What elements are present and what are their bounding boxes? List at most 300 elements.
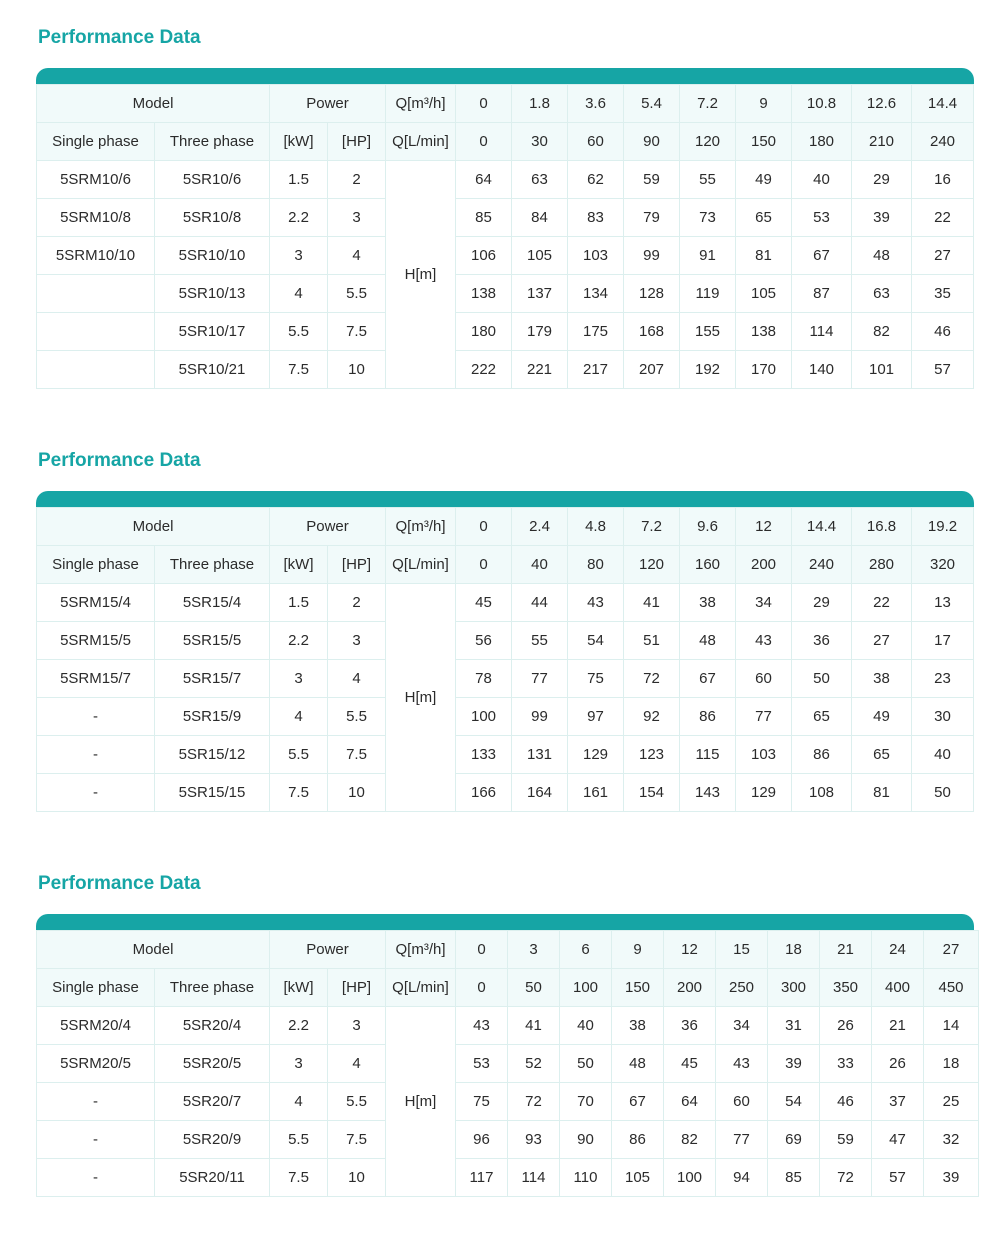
kw-value-cell: 4 (270, 275, 328, 313)
head-value-cell: 105 (736, 275, 792, 313)
head-value-cell: 40 (912, 736, 974, 774)
head-value-cell: 78 (456, 660, 512, 698)
head-value-cell: 128 (624, 275, 680, 313)
flow-lmin-header-cell: 120 (624, 546, 680, 584)
kw-header-cell: [kW] (270, 123, 328, 161)
head-value-cell: 38 (612, 1007, 664, 1045)
head-value-cell: 23 (912, 660, 974, 698)
head-value-cell: 115 (680, 736, 736, 774)
header-row (37, 85, 974, 123)
head-value-cell: 100 (456, 698, 512, 736)
head-value-cell: 75 (456, 1083, 508, 1121)
head-value-cell: 43 (736, 622, 792, 660)
head-value-cell: 34 (736, 584, 792, 622)
flow-m3h-header-cell: 14.4 (912, 85, 974, 123)
head-value-cell: 82 (852, 313, 912, 351)
head-value-cell: 85 (768, 1159, 820, 1197)
head-value-cell: 117 (456, 1159, 508, 1197)
kw-header-cell: [kW] (270, 969, 328, 1007)
single-phase-model-cell: 5SRM15/4 (37, 584, 155, 622)
hp-value-cell: 5.5 (328, 275, 386, 313)
hp-value-cell: 5.5 (328, 1083, 386, 1121)
kw-value-cell: 5.5 (270, 736, 328, 774)
head-value-cell: 134 (568, 275, 624, 313)
head-value-cell: 129 (736, 774, 792, 812)
hp-value-cell: 3 (328, 1007, 386, 1045)
flow-m3h-header-cell: 0 (456, 85, 512, 123)
head-value-cell: 36 (792, 622, 852, 660)
single-phase-model-cell: 5SRM10/10 (37, 237, 155, 275)
table-row (37, 584, 974, 622)
head-value-cell: 50 (560, 1045, 612, 1083)
single-phase-model-cell: - (37, 1159, 155, 1197)
flow-lmin-header-cell: 0 (456, 123, 512, 161)
subheader-row (37, 546, 974, 584)
head-value-cell: 52 (508, 1045, 560, 1083)
head-value-cell: 38 (680, 584, 736, 622)
header-bar (36, 914, 974, 930)
flow-m3h-header-cell: 5.4 (624, 85, 680, 123)
head-value-cell: 99 (512, 698, 568, 736)
header-row (37, 508, 974, 546)
head-value-cell: 35 (912, 275, 974, 313)
kw-value-cell: 1.5 (270, 161, 328, 199)
head-value-cell: 48 (852, 237, 912, 275)
head-value-cell: 105 (512, 237, 568, 275)
head-value-cell: 222 (456, 351, 512, 389)
head-value-cell: 133 (456, 736, 512, 774)
head-value-cell: 161 (568, 774, 624, 812)
head-value-cell: 29 (792, 584, 852, 622)
performance-table (36, 930, 979, 1197)
head-value-cell: 106 (456, 237, 512, 275)
single-phase-model-cell (37, 313, 155, 351)
flow-unit-header-cell: Q[m³/h] (386, 85, 456, 123)
head-value-cell: 14 (924, 1007, 979, 1045)
flow-m3h-header-cell: 12.6 (852, 85, 912, 123)
head-value-cell: 54 (568, 622, 624, 660)
hp-value-cell: 7.5 (328, 1121, 386, 1159)
table-row (37, 622, 974, 660)
head-value-cell: 93 (508, 1121, 560, 1159)
flow-unit-header-cell: Q[m³/h] (386, 931, 456, 969)
head-value-cell: 57 (872, 1159, 924, 1197)
flow-lmin-header-cell: 250 (716, 969, 768, 1007)
power-header-cell: Power (270, 931, 386, 969)
three-phase-model-cell: 5SR15/9 (155, 698, 270, 736)
head-value-cell: 22 (852, 584, 912, 622)
table-row (37, 275, 974, 313)
head-value-cell: 140 (792, 351, 852, 389)
head-label-cell: H[m] (386, 1007, 456, 1197)
hp-value-cell: 10 (328, 774, 386, 812)
head-value-cell: 49 (852, 698, 912, 736)
head-value-cell: 51 (624, 622, 680, 660)
single-phase-model-cell: 5SRM15/5 (37, 622, 155, 660)
head-value-cell: 217 (568, 351, 624, 389)
kw-value-cell: 2.2 (270, 1007, 328, 1045)
flow-lmin-unit-header-cell: Q[L/min] (386, 969, 456, 1007)
table-row (37, 1159, 979, 1197)
single-phase-model-cell: 5SRM20/4 (37, 1007, 155, 1045)
flow-m3h-header-cell: 9 (612, 931, 664, 969)
head-value-cell: 44 (512, 584, 568, 622)
kw-value-cell: 3 (270, 1045, 328, 1083)
single-phase-model-cell (37, 351, 155, 389)
head-value-cell: 79 (624, 199, 680, 237)
flow-lmin-header-cell: 240 (912, 123, 974, 161)
table-row (37, 1045, 979, 1083)
flow-lmin-header-cell: 150 (612, 969, 664, 1007)
head-value-cell: 101 (852, 351, 912, 389)
head-value-cell: 43 (716, 1045, 768, 1083)
flow-lmin-header-cell: 60 (568, 123, 624, 161)
head-value-cell: 86 (680, 698, 736, 736)
head-value-cell: 170 (736, 351, 792, 389)
three-phase-model-cell: 5SR10/17 (155, 313, 270, 351)
three-phase-model-cell: 5SR10/21 (155, 351, 270, 389)
three-phase-model-cell: 5SR20/7 (155, 1083, 270, 1121)
head-value-cell: 39 (852, 199, 912, 237)
flow-m3h-header-cell: 2.4 (512, 508, 568, 546)
flow-lmin-header-cell: 200 (736, 546, 792, 584)
head-value-cell: 72 (820, 1159, 872, 1197)
head-value-cell: 110 (560, 1159, 612, 1197)
head-value-cell: 40 (792, 161, 852, 199)
head-value-cell: 105 (612, 1159, 664, 1197)
section-title: Performance Data (38, 27, 201, 48)
head-value-cell: 94 (716, 1159, 768, 1197)
flow-lmin-header-cell: 150 (736, 123, 792, 161)
flow-m3h-header-cell: 0 (456, 508, 512, 546)
kw-value-cell: 7.5 (270, 774, 328, 812)
head-value-cell: 77 (512, 660, 568, 698)
head-value-cell: 17 (912, 622, 974, 660)
head-value-cell: 154 (624, 774, 680, 812)
kw-value-cell: 4 (270, 698, 328, 736)
flow-m3h-header-cell: 24 (872, 931, 924, 969)
head-value-cell: 103 (568, 237, 624, 275)
model-header-cell: Model (37, 85, 270, 123)
flow-m3h-header-cell: 21 (820, 931, 872, 969)
single-phase-model-cell (37, 275, 155, 313)
head-value-cell: 41 (508, 1007, 560, 1045)
head-value-cell: 46 (912, 313, 974, 351)
head-value-cell: 69 (768, 1121, 820, 1159)
head-value-cell: 47 (872, 1121, 924, 1159)
flow-m3h-header-cell: 15 (716, 931, 768, 969)
three-phase-header-cell: Three phase (155, 969, 270, 1007)
flow-lmin-header-cell: 200 (664, 969, 716, 1007)
hp-value-cell: 7.5 (328, 313, 386, 351)
head-value-cell: 67 (680, 660, 736, 698)
flow-lmin-header-cell: 350 (820, 969, 872, 1007)
hp-value-cell: 4 (328, 1045, 386, 1083)
hp-value-cell: 7.5 (328, 736, 386, 774)
head-value-cell: 48 (612, 1045, 664, 1083)
three-phase-header-cell: Three phase (155, 546, 270, 584)
hp-value-cell: 4 (328, 237, 386, 275)
head-value-cell: 179 (512, 313, 568, 351)
head-value-cell: 155 (680, 313, 736, 351)
head-value-cell: 37 (872, 1083, 924, 1121)
head-value-cell: 180 (456, 313, 512, 351)
head-value-cell: 39 (768, 1045, 820, 1083)
hp-value-cell: 3 (328, 199, 386, 237)
table-row (37, 161, 974, 199)
head-value-cell: 221 (512, 351, 568, 389)
kw-value-cell: 4 (270, 1083, 328, 1121)
head-value-cell: 53 (456, 1045, 508, 1083)
flow-m3h-header-cell: 3 (508, 931, 560, 969)
flow-m3h-header-cell: 7.2 (624, 508, 680, 546)
flow-lmin-header-cell: 450 (924, 969, 979, 1007)
flow-lmin-header-cell: 120 (680, 123, 736, 161)
head-value-cell: 62 (568, 161, 624, 199)
table-row (37, 660, 974, 698)
flow-lmin-header-cell: 0 (456, 969, 508, 1007)
three-phase-model-cell: 5SR20/5 (155, 1045, 270, 1083)
head-value-cell: 43 (456, 1007, 508, 1045)
performance-table (36, 84, 974, 389)
head-value-cell: 48 (680, 622, 736, 660)
single-phase-model-cell: - (37, 736, 155, 774)
head-value-cell: 49 (736, 161, 792, 199)
table-row (37, 698, 974, 736)
head-value-cell: 67 (612, 1083, 664, 1121)
head-value-cell: 87 (792, 275, 852, 313)
head-value-cell: 72 (508, 1083, 560, 1121)
three-phase-model-cell: 5SR20/11 (155, 1159, 270, 1197)
head-value-cell: 164 (512, 774, 568, 812)
power-header-cell: Power (270, 85, 386, 123)
head-value-cell: 129 (568, 736, 624, 774)
head-label-cell: H[m] (386, 584, 456, 812)
head-value-cell: 103 (736, 736, 792, 774)
head-value-cell: 53 (792, 199, 852, 237)
three-phase-header-cell: Three phase (155, 123, 270, 161)
head-value-cell: 33 (820, 1045, 872, 1083)
flow-m3h-header-cell: 12 (664, 931, 716, 969)
head-value-cell: 138 (736, 313, 792, 351)
head-value-cell: 86 (792, 736, 852, 774)
kw-value-cell: 5.5 (270, 313, 328, 351)
model-header-cell: Model (37, 931, 270, 969)
flow-lmin-header-cell: 160 (680, 546, 736, 584)
head-value-cell: 64 (456, 161, 512, 199)
three-phase-model-cell: 5SR20/9 (155, 1121, 270, 1159)
head-value-cell: 77 (716, 1121, 768, 1159)
head-value-cell: 59 (624, 161, 680, 199)
table-row (37, 199, 974, 237)
head-value-cell: 39 (924, 1159, 979, 1197)
head-value-cell: 54 (768, 1083, 820, 1121)
head-value-cell: 31 (768, 1007, 820, 1045)
hp-value-cell: 2 (328, 161, 386, 199)
single-phase-model-cell: 5SRM10/8 (37, 199, 155, 237)
header-bar (36, 491, 974, 507)
table-row (37, 736, 974, 774)
flow-lmin-unit-header-cell: Q[L/min] (386, 123, 456, 161)
head-value-cell: 99 (624, 237, 680, 275)
head-value-cell: 27 (852, 622, 912, 660)
flow-m3h-header-cell: 3.6 (568, 85, 624, 123)
head-value-cell: 30 (912, 698, 974, 736)
head-value-cell: 114 (792, 313, 852, 351)
head-value-cell: 41 (624, 584, 680, 622)
head-value-cell: 65 (852, 736, 912, 774)
head-value-cell: 114 (508, 1159, 560, 1197)
head-value-cell: 21 (872, 1007, 924, 1045)
head-value-cell: 85 (456, 199, 512, 237)
three-phase-model-cell: 5SR15/12 (155, 736, 270, 774)
single-phase-model-cell: 5SRM20/5 (37, 1045, 155, 1083)
header-bar (36, 68, 974, 84)
kw-value-cell: 7.5 (270, 1159, 328, 1197)
head-value-cell: 55 (680, 161, 736, 199)
flow-m3h-header-cell: 9.6 (680, 508, 736, 546)
head-value-cell: 25 (924, 1083, 979, 1121)
single-phase-model-cell: 5SRM10/6 (37, 161, 155, 199)
head-value-cell: 92 (624, 698, 680, 736)
flow-lmin-header-cell: 300 (768, 969, 820, 1007)
flow-lmin-header-cell: 90 (624, 123, 680, 161)
head-value-cell: 143 (680, 774, 736, 812)
head-value-cell: 63 (852, 275, 912, 313)
flow-m3h-header-cell: 4.8 (568, 508, 624, 546)
head-value-cell: 108 (792, 774, 852, 812)
flow-m3h-header-cell: 16.8 (852, 508, 912, 546)
head-value-cell: 137 (512, 275, 568, 313)
table-row (37, 1121, 979, 1159)
head-value-cell: 40 (560, 1007, 612, 1045)
hp-value-cell: 5.5 (328, 698, 386, 736)
head-value-cell: 119 (680, 275, 736, 313)
flow-lmin-header-cell: 50 (508, 969, 560, 1007)
head-value-cell: 96 (456, 1121, 508, 1159)
head-value-cell: 65 (736, 199, 792, 237)
head-value-cell: 168 (624, 313, 680, 351)
kw-value-cell: 2.2 (270, 622, 328, 660)
table-row (37, 351, 974, 389)
head-value-cell: 45 (456, 584, 512, 622)
section-title: Performance Data (38, 450, 201, 471)
head-value-cell: 90 (560, 1121, 612, 1159)
kw-value-cell: 5.5 (270, 1121, 328, 1159)
three-phase-model-cell: 5SR15/15 (155, 774, 270, 812)
head-value-cell: 84 (512, 199, 568, 237)
head-value-cell: 166 (456, 774, 512, 812)
table-row (37, 237, 974, 275)
head-value-cell: 13 (912, 584, 974, 622)
flow-lmin-header-cell: 0 (456, 546, 512, 584)
head-value-cell: 34 (716, 1007, 768, 1045)
head-value-cell: 63 (512, 161, 568, 199)
head-value-cell: 207 (624, 351, 680, 389)
hp-value-cell: 2 (328, 584, 386, 622)
hp-value-cell: 3 (328, 622, 386, 660)
head-value-cell: 67 (792, 237, 852, 275)
head-value-cell: 45 (664, 1045, 716, 1083)
kw-value-cell: 3 (270, 237, 328, 275)
hp-value-cell: 10 (328, 1159, 386, 1197)
head-value-cell: 192 (680, 351, 736, 389)
head-value-cell: 55 (512, 622, 568, 660)
head-value-cell: 26 (872, 1045, 924, 1083)
single-phase-header-cell: Single phase (37, 546, 155, 584)
head-value-cell: 97 (568, 698, 624, 736)
flow-lmin-header-cell: 100 (560, 969, 612, 1007)
head-value-cell: 123 (624, 736, 680, 774)
flow-unit-header-cell: Q[m³/h] (386, 508, 456, 546)
head-value-cell: 22 (912, 199, 974, 237)
flow-lmin-header-cell: 210 (852, 123, 912, 161)
head-value-cell: 86 (612, 1121, 664, 1159)
single-phase-model-cell: - (37, 1083, 155, 1121)
flow-m3h-header-cell: 1.8 (512, 85, 568, 123)
three-phase-model-cell: 5SR10/8 (155, 199, 270, 237)
flow-lmin-header-cell: 30 (512, 123, 568, 161)
flow-lmin-header-cell: 280 (852, 546, 912, 584)
section-title: Performance Data (38, 873, 201, 894)
flow-lmin-header-cell: 40 (512, 546, 568, 584)
head-value-cell: 100 (664, 1159, 716, 1197)
three-phase-model-cell: 5SR10/6 (155, 161, 270, 199)
header-row (37, 931, 979, 969)
kw-value-cell: 3 (270, 660, 328, 698)
head-value-cell: 27 (912, 237, 974, 275)
flow-lmin-unit-header-cell: Q[L/min] (386, 546, 456, 584)
kw-value-cell: 2.2 (270, 199, 328, 237)
flow-lmin-header-cell: 240 (792, 546, 852, 584)
three-phase-model-cell: 5SR10/13 (155, 275, 270, 313)
head-value-cell: 70 (560, 1083, 612, 1121)
head-value-cell: 91 (680, 237, 736, 275)
three-phase-model-cell: 5SR15/4 (155, 584, 270, 622)
head-value-cell: 36 (664, 1007, 716, 1045)
three-phase-model-cell: 5SR20/4 (155, 1007, 270, 1045)
head-value-cell: 50 (912, 774, 974, 812)
head-value-cell: 29 (852, 161, 912, 199)
table-row (37, 774, 974, 812)
flow-m3h-header-cell: 18 (768, 931, 820, 969)
subheader-row (37, 969, 979, 1007)
table-row (37, 313, 974, 351)
head-value-cell: 18 (924, 1045, 979, 1083)
flow-m3h-header-cell: 6 (560, 931, 612, 969)
flow-m3h-header-cell: 10.8 (792, 85, 852, 123)
table-row (37, 1083, 979, 1121)
hp-header-cell: [HP] (328, 546, 386, 584)
head-value-cell: 81 (852, 774, 912, 812)
head-value-cell: 82 (664, 1121, 716, 1159)
kw-header-cell: [kW] (270, 546, 328, 584)
kw-value-cell: 7.5 (270, 351, 328, 389)
single-phase-model-cell: - (37, 698, 155, 736)
single-phase-model-cell: - (37, 1121, 155, 1159)
flow-m3h-header-cell: 19.2 (912, 508, 974, 546)
hp-header-cell: [HP] (328, 123, 386, 161)
head-value-cell: 38 (852, 660, 912, 698)
power-header-cell: Power (270, 508, 386, 546)
head-value-cell: 43 (568, 584, 624, 622)
flow-m3h-header-cell: 9 (736, 85, 792, 123)
head-value-cell: 77 (736, 698, 792, 736)
three-phase-model-cell: 5SR10/10 (155, 237, 270, 275)
single-phase-header-cell: Single phase (37, 969, 155, 1007)
subheader-row (37, 123, 974, 161)
head-value-cell: 138 (456, 275, 512, 313)
